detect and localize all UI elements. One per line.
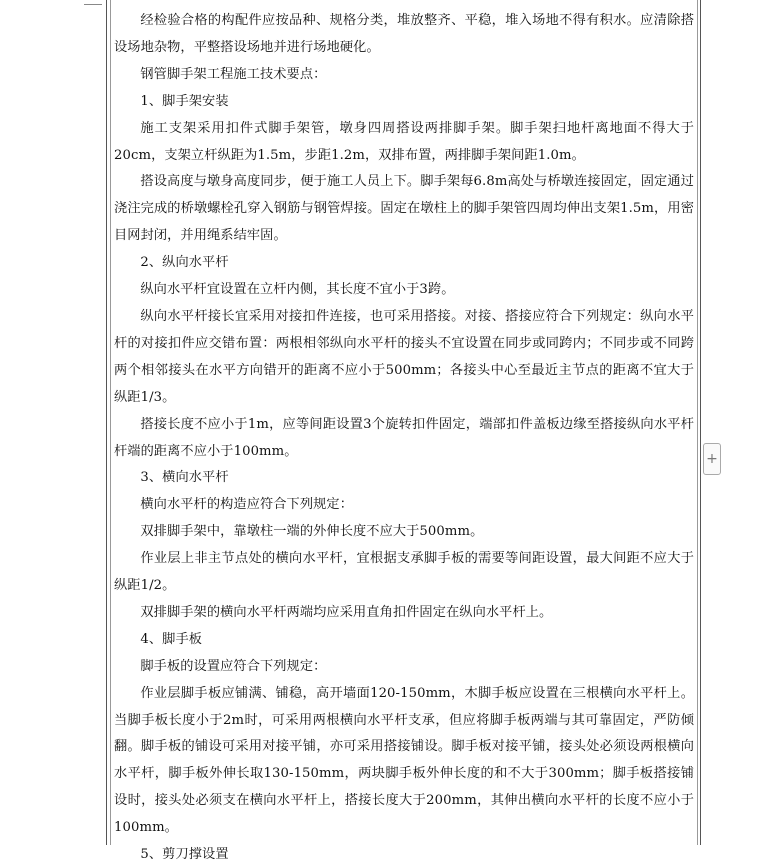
section-heading: 2、纵向水平杆 bbox=[140, 255, 229, 271]
paragraph: 作业层上非主节点处的横向水平杆，宜根据支承脚手板的需要等间距设置，最大间距不应大于纵距1/2。 bbox=[114, 551, 694, 594]
paragraph: 双排脚手架的横向水平杆两端均应采用直角扣件固定在纵向水平杆上。 bbox=[140, 604, 553, 620]
document-body bbox=[114, 8, 694, 862]
section-intro: 钢管脚手架工程施工技术要点： bbox=[140, 66, 327, 82]
plus-icon: + bbox=[706, 451, 718, 467]
paragraph: 脚手板的设置应符合下列规定： bbox=[140, 658, 327, 674]
page-corner-mark bbox=[84, 0, 102, 5]
paragraph: 经检验合格的构配件应按品种、规格分类，堆放整齐、平稳，堆入场地不得有积水。应清除搭设场地杂物，平整搭设场地并进行场地硬化。 bbox=[114, 13, 694, 55]
paragraph: 搭接长度不应小于1m，应等间距设置3个旋转扣件固定，端部扣件盖板边缘至搭接纵向水平杆杆端的距离不应小于100mm。 bbox=[114, 416, 694, 459]
section-heading: 3、横向水平杆 bbox=[140, 470, 229, 486]
paragraph: 施工支架采用扣件式脚手架管，墩身四周搭设两排脚手架。脚手架扫地杆离地面不得大于20cm，支架立杆纵距为1.5m，步距1.2m，双排布置，两排脚手架间距1.0m。 bbox=[114, 120, 694, 163]
paragraph: 搭设高度与墩身高度同步，便于施工人员上下。脚手架每6.8m高处与桥墩连接固定，固定通过浇注完成的桥墩螺栓孔穿入钢筋与钢管焊接。固定在墩柱上的脚手架管四周均伸出支架1.5m，用密目网封闭，并用绳系结牢固。 bbox=[114, 174, 694, 244]
paragraph: 横向水平杆的构造应符合下列规定： bbox=[140, 497, 353, 513]
paragraph: 双排脚手架中，靠墩柱一端的外伸长度不应大于500mm。 bbox=[140, 524, 484, 540]
paragraph: 纵向水平杆宜设置在立杆内侧，其长度不宜小于3跨。 bbox=[140, 282, 455, 298]
expand-button[interactable] bbox=[703, 443, 721, 475]
section-heading: 4、脚手板 bbox=[140, 631, 203, 647]
section-heading: 5、剪刀撑设置 bbox=[140, 847, 229, 862]
paragraph: 作业层脚手板应铺满、铺稳，高开墙面120-150mm，木脚手板应设置在三根横向水平杆上。当脚手板长度小于2m时，可采用两根横向水平杆支承，但应将脚手板两端与其可靠固定，严防倾翻。脚手板的铺设可采用对接平铺，亦可采用搭接铺设。脚手板对接平铺，接头处必须设两根横向水平杆，脚手板外伸长取130-150mm，两块脚手板外伸长度的和不大于300mm；脚手板搭接铺设时，接头处必须支在横向水平杆上，搭接长度大于200mm，其伸出横向水平杆的长度不应小于100mm。 bbox=[114, 685, 694, 836]
section-heading: 1、脚手架安装 bbox=[140, 93, 229, 109]
paragraph: 纵向水平杆接长宜采用对接扣件连接，也可采用搭接。对接、搭接应符合下列规定：纵向水平杆的对接扣件应交错布置：两根相邻纵向水平杆的接头不宜设置在同步或同跨内；不同步或不同跨两个相邻接头在水平方向错开的距离不应小于500mm；各接头中心至最近主节点的距离不宜大于纵距1/3。 bbox=[114, 308, 694, 405]
